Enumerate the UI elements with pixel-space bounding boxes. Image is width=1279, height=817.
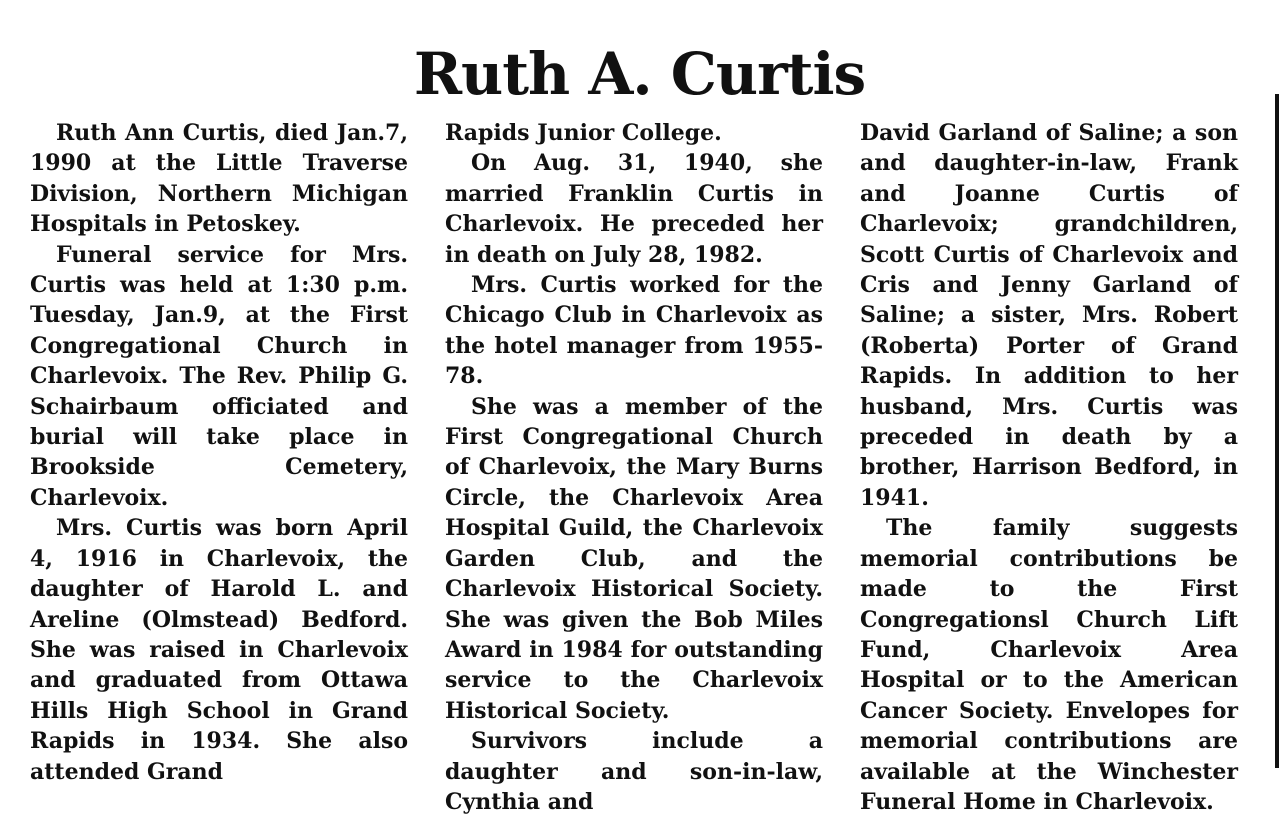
paragraph-memorial-contributions: The family suggests memorial contributions be made to the First Congregationsl Church Lift Fund, Charlevoix Area Hospital or to the American Cancer Society. Envelopes for memorial contributions are available at the Winchester Funeral Home in Charlevoix. xyxy=(860,515,1238,815)
paragraph-birth-and-education: Mrs. Curtis was born April 4, 1916 in Charlevoix, the daughter of Harold L. and Areline (Olmstead) Bedford. She was raised in Charlevoix and graduated from Ottawa Hills High School in Grand Rapids in 1934. She also attended Grand xyxy=(30,515,408,785)
paragraph-education-continued: Rapids Junior College. xyxy=(445,120,722,146)
paragraph-survivors-start: Survivors include a daughter and son-in-law, Cynthia and xyxy=(445,728,823,815)
paragraph-career: Mrs. Curtis worked for the Chicago Club in Charlevoix as the hotel manager from 1955-78. xyxy=(445,272,823,390)
article-column-1 xyxy=(30,118,408,787)
obituary-headline: Ruth A. Curtis xyxy=(413,40,866,108)
paragraph-marriage: On Aug. 31, 1940, she married Franklin Curtis in Charlevoix. He preceded her in death on July 28, 1982. xyxy=(445,150,823,268)
paragraph-memberships: She was a member of the First Congregational Church of Charlevoix, the Mary Burns Circle, the Charlevoix Area Hospital Guild, the Charlevoix Garden Club, and the Charlevoix Historical Society. She was given the Bob Miles Award in 1984 for outstanding service to the Charlevoix Historical Society. xyxy=(445,393,823,724)
paragraph-death-notice: Ruth Ann Curtis, died Jan.7, 1990 at the Little Traverse Division, Northern Michigan Hospitals in Petoskey. xyxy=(30,120,408,238)
article-column-2 xyxy=(445,118,823,817)
paragraph-funeral-service: Funeral service for Mrs. Curtis was held at 1:30 p.m. Tuesday, Jan.9, at the First Congregational Church in Charlevoix. The Rev. Philip G. Schairbaum officiated and burial will take place in Brookside Cemetery, Charlevoix. xyxy=(30,241,408,511)
article-column-3 xyxy=(860,118,1238,817)
paragraph-survivors-continued: David Garland of Saline; a son and daughter-in-law, Frank and Joanne Curtis of Charlevoix; grandchildren, Scott Curtis of Charlevoix and Cris and Jenny Garland of Saline; a sister, Mrs. Robert (Roberta) Porter of Grand Rapids. In addition to her husband, Mrs. Curtis was preceded in death by a brother, Harrison Bedford, in 1941. xyxy=(860,120,1238,511)
column-divider-rule xyxy=(1275,94,1279,768)
